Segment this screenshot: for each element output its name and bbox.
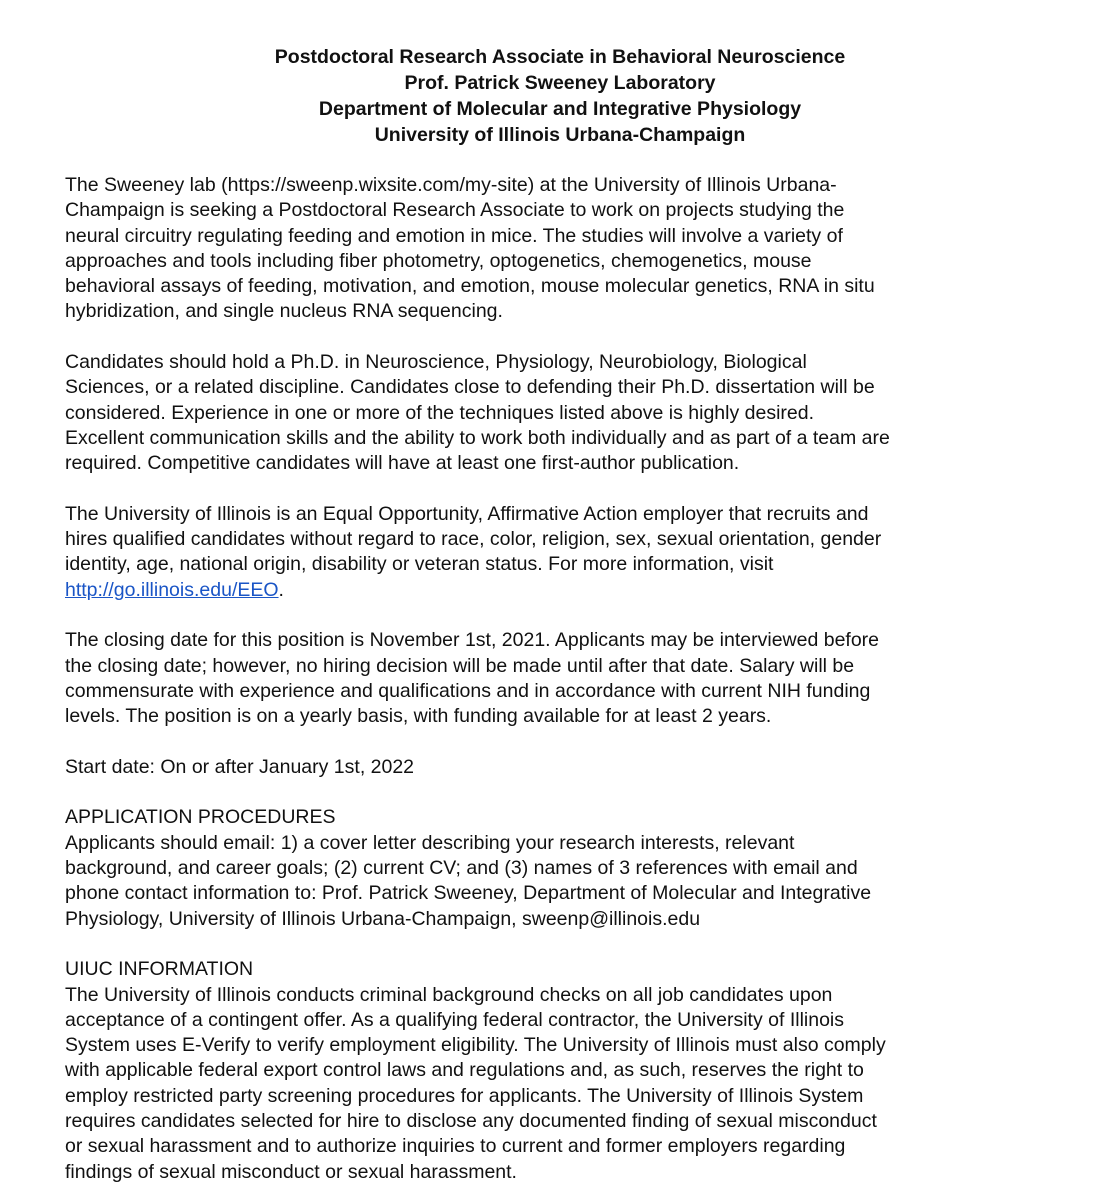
lab-name: Prof. Patrick Sweeney Laboratory (404, 72, 716, 94)
paragraph-line: System uses E-Verify to verify employment eligibility. The University of Illinois must also comply (65, 1034, 886, 1057)
eeo-paragraph (65, 502, 1055, 603)
paragraph-line: neural circuitry regulating feeding and emotion in mice. The studies will involve a variety of (65, 224, 843, 247)
paragraph-line: or sexual harassment and to authorize inquiries to current and former employers regarding (65, 1135, 846, 1158)
paragraph-line: levels. The position is on a yearly basis, with funding available for at least 2 years. (65, 705, 772, 728)
job-title: Postdoctoral Research Associate in Behavioral Neuroscience (274, 46, 846, 68)
application-paragraph (65, 831, 1055, 932)
paragraph-line (65, 578, 1055, 603)
paragraph-line: Candidates should hold a Ph.D. in Neuroscience, Physiology, Neurobiology, Biological (65, 351, 807, 374)
paragraph-line: findings of sexual misconduct or sexual harassment. (65, 1160, 517, 1183)
document-header (65, 44, 1055, 148)
university-name: University of Illinois Urbana-Champaign (374, 124, 746, 146)
uiuc-heading: UIUC INFORMATION (65, 958, 254, 981)
start-date: Start date: On or after January 1st, 2022 (65, 755, 415, 778)
eeo-link-suffix: . (278, 578, 284, 601)
paragraph-line: the closing date; however, no hiring decision will be made until after that date. Salary will be (65, 654, 855, 677)
paragraph-line: hires qualified candidates without regard to race, color, religion, sex, sexual orientation, gender (65, 528, 882, 551)
document-page (65, 44, 1055, 1185)
paragraph-line: identity, age, national origin, disability or veteran status. For more information, visit (65, 553, 774, 576)
paragraph-line: The University of Illinois is an Equal Opportunity, Affirmative Action employer that recruits and (65, 502, 869, 525)
application-heading: APPLICATION PROCEDURES (65, 806, 336, 829)
uiuc-paragraph (65, 983, 1055, 1185)
paragraph-line: acceptance of a contingent offer. As a qualifying federal contractor, the University of Illinois (65, 1008, 845, 1031)
paragraph-line: The University of Illinois conducts criminal background checks on all job candidates upon (65, 983, 833, 1006)
paragraph-line: The Sweeney lab (https://sweenp.wixsite.com/my-site) at the University of Illinois Urbana- (65, 174, 837, 196)
paragraph-line: employ restricted party screening procedures for applicants. The University of Illinois System (65, 1084, 864, 1107)
paragraph-line: background, and career goals; (2) current CV; and (3) names of 3 references with email and (65, 857, 858, 880)
closing-date-paragraph (65, 628, 1055, 729)
paragraph-line: considered. Experience in one or more of the techniques listed above is highly desired. (65, 401, 815, 424)
department-name: Department of Molecular and Integrative Physiology (318, 98, 802, 120)
paragraph-line: Applicants should email: 1) a cover letter describing your research interests, relevant (65, 831, 795, 854)
intro-paragraph (65, 173, 1055, 325)
eeo-link[interactable]: http://go.illinois.edu/EEO (65, 578, 279, 601)
paragraph-line: Sciences, or a related discipline. Candidates close to defending their Ph.D. dissertation will be (65, 376, 875, 399)
paragraph-line: required. Competitive candidates will have at least one first-author publication. (65, 452, 740, 475)
paragraph-line: behavioral assays of feeding, motivation, and emotion, mouse molecular genetics, RNA in situ (65, 275, 875, 298)
paragraph-line: approaches and tools including fiber photometry, optogenetics, chemogenetics, mouse (65, 249, 812, 272)
paragraph-line: commensurate with experience and qualifications and in accordance with current NIH funding (65, 679, 871, 702)
paragraph-line: phone contact information to: Prof. Patrick Sweeney, Department of Molecular and Integrative (65, 882, 872, 905)
paragraph-line: Physiology, University of Illinois Urbana-Champaign, sweenp@illinois.edu (65, 907, 701, 930)
paragraph-line: with applicable federal export control laws and regulations and, as such, reserves the right to (65, 1059, 864, 1082)
paragraph-line: hybridization, and single nucleus RNA sequencing. (65, 300, 503, 323)
qualifications-paragraph (65, 350, 1055, 476)
paragraph-line: Champaign is seeking a Postdoctoral Research Associate to work on projects studying the (65, 199, 845, 222)
paragraph-line: The closing date for this position is November 1st, 2021. Applicants may be interviewed before (65, 629, 880, 652)
paragraph-line: requires candidates selected for hire to disclose any documented finding of sexual misconduct (65, 1109, 877, 1132)
paragraph-line: Excellent communication skills and the ability to work both individually and as part of a team are (65, 426, 890, 449)
